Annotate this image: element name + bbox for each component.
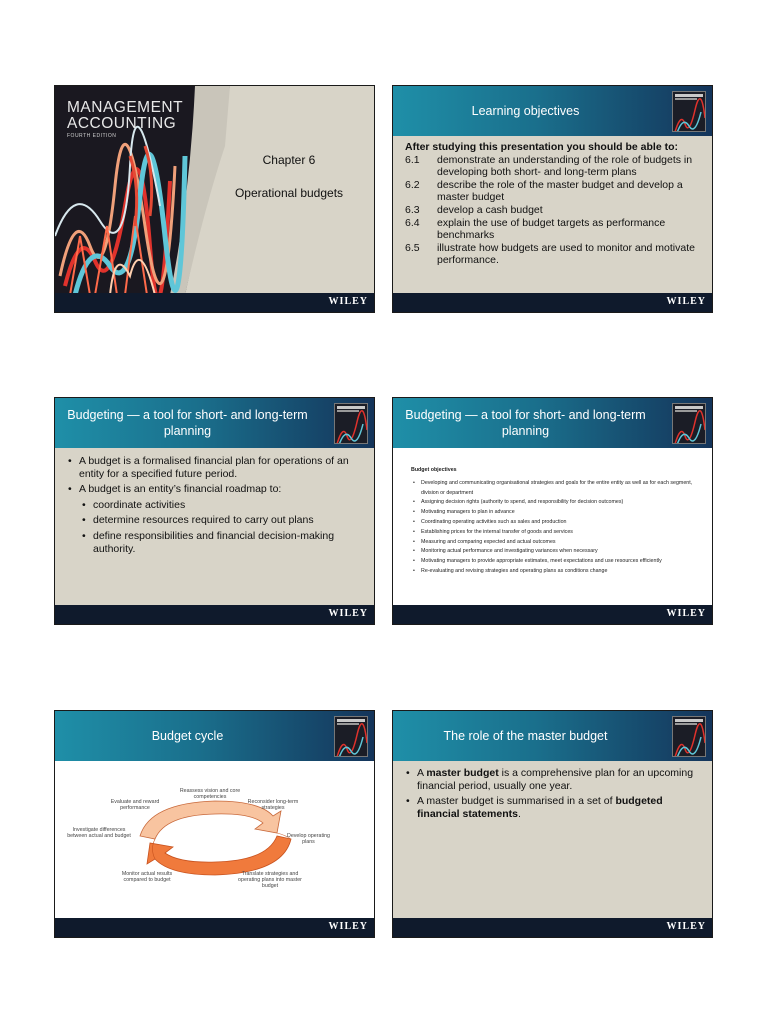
wiley-logo: WILEY bbox=[666, 296, 706, 307]
text-run: . bbox=[517, 807, 521, 820]
book-thumbnail bbox=[334, 716, 368, 757]
objective-text: illustrate how budgets are used to monitor and motivate performance. bbox=[437, 241, 695, 267]
wiley-logo: WILEY bbox=[328, 296, 368, 307]
slide-header bbox=[393, 86, 712, 136]
list-item: • Assigning decision rights (authority to spend, and responsibility for decision outcomes) bbox=[411, 498, 701, 508]
objectives-table-panel bbox=[393, 448, 712, 607]
objective-row bbox=[405, 217, 705, 242]
objectives-block bbox=[405, 141, 705, 267]
objective-text: explain the use of budget targets as performance benchmarks bbox=[437, 216, 666, 242]
slide-footer bbox=[393, 918, 712, 937]
book-thumbnail bbox=[672, 91, 706, 132]
cycle-label-reconsider: Reconsider long-term strategies bbox=[247, 799, 299, 811]
slide-title: The role of the master budget bbox=[443, 729, 608, 743]
list-item: • Motivating managers to plan in advance bbox=[411, 508, 701, 518]
slide-header bbox=[55, 711, 374, 761]
slide-title: Budget cycle bbox=[151, 729, 224, 743]
objective-row bbox=[405, 204, 705, 217]
slide-budget-cycle bbox=[54, 710, 375, 938]
book-edition: FOURTH EDITION bbox=[67, 133, 117, 139]
objective-row bbox=[405, 242, 705, 267]
slide-header bbox=[393, 398, 712, 448]
slide-budgeting-tool bbox=[54, 397, 375, 625]
cycle-label-develop: Develop operating plans bbox=[287, 833, 330, 845]
slide-learning-objectives bbox=[392, 85, 713, 313]
text-run: A master budget is summarised in a set of bbox=[417, 795, 616, 808]
sub-bullet-item: • coordinate activities bbox=[79, 499, 365, 512]
slide-title: Budgeting — a tool for short- and long-term planning bbox=[67, 408, 308, 438]
list-item: • Establishing prices for the internal transfer of goods and services bbox=[411, 528, 701, 538]
list-item: • Coordinating operating activities such as sales and production bbox=[411, 518, 701, 528]
slide-footer bbox=[55, 605, 374, 624]
objective-number: 6.5 bbox=[405, 241, 420, 254]
objective-row bbox=[405, 154, 705, 179]
slide-body bbox=[403, 767, 703, 823]
objective-number: 6.1 bbox=[405, 153, 420, 166]
budget-cycle-diagram bbox=[55, 761, 374, 920]
text-run: A bbox=[417, 767, 427, 779]
bullet-list bbox=[65, 455, 365, 496]
bold-term: budgeted financial statements bbox=[417, 795, 663, 820]
book-title bbox=[67, 100, 183, 132]
cycle-label-reassess: Reassess vision and core competencies bbox=[179, 788, 241, 800]
wiley-logo: WILEY bbox=[666, 921, 706, 932]
text-run: is a comprehensive plan for an upcoming financial period, usually one year. bbox=[417, 767, 694, 792]
list-item: • Re-evaluating and revising strategies and operating plans as conditions change bbox=[411, 567, 701, 577]
objective-number: 6.3 bbox=[405, 203, 420, 216]
cycle-label-translate: Translate strategies and operating plans into master budget bbox=[238, 871, 302, 889]
cycle-label-evaluate: Evaluate and reward performance bbox=[110, 799, 160, 811]
book-thumbnail bbox=[334, 403, 368, 444]
book-thumbnail bbox=[672, 716, 706, 757]
bullet-list bbox=[403, 767, 703, 820]
list-heading: Budget objectives bbox=[411, 467, 457, 473]
book-title-line1: MANAGEMENT bbox=[67, 99, 184, 116]
slide-master-budget bbox=[392, 710, 713, 938]
objective-text: describe the role of the master budget and develop a master budget bbox=[437, 178, 683, 204]
cycle-label-monitor: Monitor actual results compared to budget bbox=[121, 871, 173, 883]
list-item: • Motivating managers to provide appropriate estimates, meet expectations and use resources efficiently bbox=[411, 557, 701, 567]
list-item: • Measuring and comparing expected and actual outcomes bbox=[411, 538, 701, 548]
slide-footer bbox=[393, 605, 712, 624]
list-item: • Monitoring actual performance and investigating variances when necessary bbox=[411, 547, 701, 557]
bullet-item bbox=[403, 795, 703, 820]
bullet-item: • A budget is an entity’s financial roadmap to: bbox=[65, 483, 365, 496]
sub-bullet-item: • define responsibilities and financial decision-making authority. bbox=[79, 530, 365, 555]
sub-bullet-item: • determine resources required to carry out plans bbox=[79, 514, 365, 527]
chapter-number: Chapter 6 bbox=[262, 153, 316, 167]
chapter-topic: Operational budgets bbox=[234, 186, 344, 200]
list-item: • Developing and communicating organisational strategies and goals for the entire entity as well as for each segment, division or department bbox=[411, 479, 701, 499]
slide-body bbox=[65, 455, 365, 558]
bullet-item: • A budget is a formalised financial plan for operations of an entity for a specified future period. bbox=[65, 455, 365, 480]
bold-term: master budget bbox=[426, 767, 499, 779]
slide-header bbox=[55, 398, 374, 448]
cycle-label-investigate: Investigate differences between actual and budget bbox=[67, 827, 131, 839]
bullet-item bbox=[403, 767, 703, 792]
slide-footer bbox=[55, 918, 374, 937]
slide-title: Learning objectives bbox=[471, 104, 580, 118]
book-title-line2: ACCOUNTING bbox=[67, 115, 177, 132]
objectives-intro: After studying this presentation you should be able to: bbox=[405, 141, 679, 153]
slide-header bbox=[393, 711, 712, 761]
objective-number: 6.4 bbox=[405, 216, 420, 229]
objective-text: demonstrate an understanding of the role of budgets in developing both short- and long-term plans bbox=[437, 153, 693, 179]
slide-budget-objectives bbox=[392, 397, 713, 625]
slide-footer bbox=[393, 293, 712, 312]
objective-text: develop a cash budget bbox=[437, 203, 543, 216]
slide-title: Budgeting — a tool for short- and long-term planning bbox=[405, 408, 646, 438]
sub-bullet-list bbox=[79, 499, 365, 555]
slide-footer bbox=[55, 293, 374, 312]
wiley-logo: WILEY bbox=[328, 921, 368, 932]
slide-chapter-cover bbox=[54, 85, 375, 313]
objective-row bbox=[405, 179, 705, 204]
budget-objectives-list bbox=[411, 466, 701, 577]
book-thumbnail bbox=[672, 403, 706, 444]
wiley-logo: WILEY bbox=[328, 608, 368, 619]
wiley-logo: WILEY bbox=[666, 608, 706, 619]
objective-number: 6.2 bbox=[405, 178, 420, 191]
